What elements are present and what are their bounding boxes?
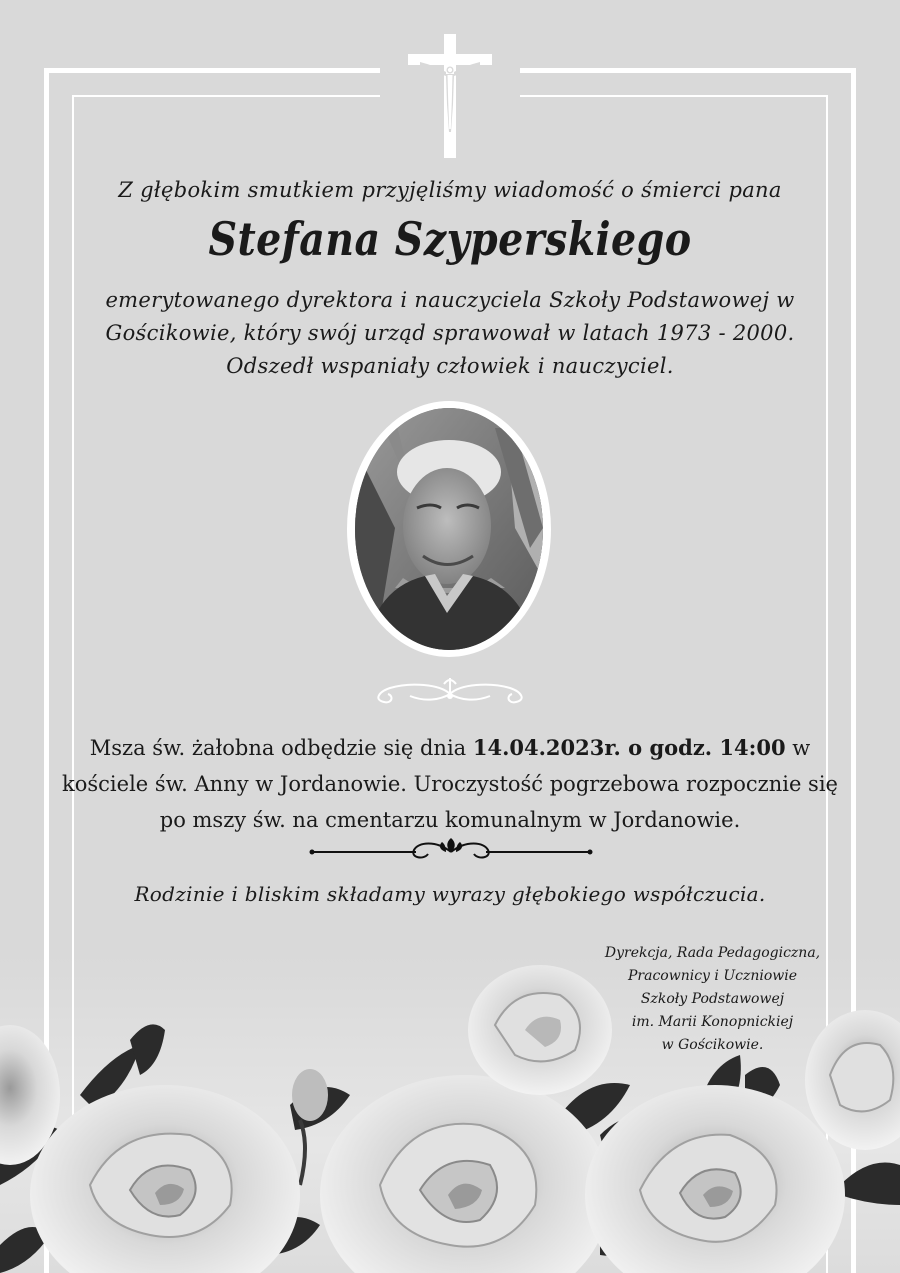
signature-line: Szkoły Podstawowej — [640, 991, 785, 1007]
signature-line: Pracownicy i Uczniowie — [627, 968, 798, 984]
scroll-divider-icon — [306, 832, 596, 866]
signature-line: Dyrekcja, Rada Pedagogiczna, — [604, 945, 821, 961]
condolence-text: Rodzinie i bliskim składamy wyrazy głębokiego współczucia. — [134, 882, 766, 906]
intro-text: Z głębokim smutkiem przyjęliśmy wiadomość o śmierci pana — [118, 178, 782, 202]
description — [0, 284, 900, 383]
description-line: Gościkowie, który swój urząd sprawował w latach 1973 - 2000. — [105, 321, 795, 345]
flourish-ornament-icon — [370, 674, 530, 710]
mass-line-1 — [0, 730, 900, 766]
roses-decoration — [0, 955, 900, 1273]
description-line: emerytowanego dyrektora i nauczyciela Szkoły Podstawowej w — [105, 288, 795, 312]
mass-line-2: kościele św. Anny w Jordanowie. Uroczystość pogrzebowa rozpocznie się — [62, 772, 838, 796]
signature-line: w Gościkowie. — [661, 1037, 764, 1053]
frame-outer-top-left — [44, 68, 380, 73]
signature-line: im. Marii Konopnickiej — [631, 1014, 794, 1030]
portrait-photo — [355, 408, 543, 650]
frame-inner-top-right — [520, 95, 828, 97]
mass-text: Msza św. żałobna odbędzie się dnia — [89, 736, 473, 760]
mass-line-3: po mszy św. na cmentarzu komunalnym w Jordanowie. — [159, 808, 741, 832]
mass-date-time: 14.04.2023r. o godz. 14:00 — [472, 735, 786, 760]
mass-text: w — [785, 736, 811, 760]
crucifix-icon — [406, 34, 494, 158]
frame-outer-top-right — [520, 68, 856, 73]
frame-inner-top-left — [72, 95, 380, 97]
description-line: Odszedł wspaniały człowiek i nauczyciel. — [226, 354, 674, 378]
mass-announcement — [0, 730, 900, 838]
deceased-name: Stefana Szyperskiego — [208, 212, 692, 266]
